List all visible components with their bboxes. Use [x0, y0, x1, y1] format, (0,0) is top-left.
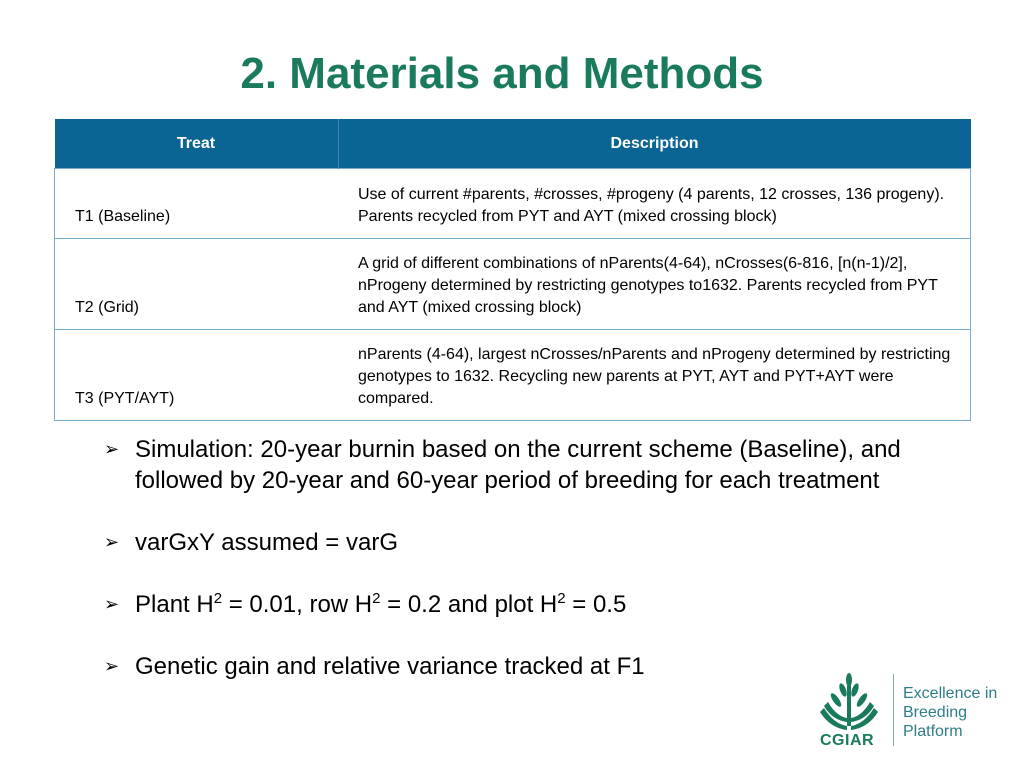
heritability-text-3: = 0.2 and plot H	[380, 591, 558, 618]
header-description: Description	[338, 119, 971, 169]
treatments-table	[54, 119, 971, 421]
table-row	[55, 239, 971, 330]
table-row	[55, 169, 971, 239]
superscript: 2	[372, 590, 381, 607]
description-cell: Use of current #parents, #crosses, #progeny (4 parents, 12 crosses, 136 progeny). Parents recycled from PYT and AYT (mixed crossing block)	[338, 169, 971, 239]
platform-name-line: Breeding	[903, 704, 968, 721]
logo-divider	[893, 674, 894, 746]
cgiar-ebp-logo	[814, 672, 1014, 762]
heritability-text-2: = 0.01, row H	[222, 591, 373, 618]
description-cell: nParents (4-64), largest nCrosses/nParents and nProgeny determined by restricting genotypes to 1632. Recycling new parents at PYT, AYT and PYT+AYT were compared.	[338, 330, 971, 421]
cgiar-wordmark: CGIAR	[820, 732, 875, 749]
superscript: 2	[557, 590, 566, 607]
bullet-item	[104, 589, 984, 620]
slide-title: 2. Materials and Methods	[240, 49, 764, 98]
platform-name-line: Excellence in	[903, 685, 998, 702]
header-treat: Treat	[55, 119, 339, 169]
bullet-text: varGxY assumed = varG	[135, 529, 398, 556]
arrow-bullet-icon: ➢	[104, 532, 120, 552]
bullet-text: Genetic gain and relative variance tracked at F1	[135, 653, 645, 680]
bullet-text: Simulation: 20-year burnin based on the current scheme (Baseline), and followed by 20-year and 60-year period of breeding for each treatment	[135, 436, 901, 494]
bullet-text	[135, 591, 626, 618]
table-row	[55, 330, 971, 421]
arrow-bullet-icon: ➢	[104, 594, 120, 614]
description-cell: A grid of different combinations of nParents(4-64), nCrosses(6-816, [n(n-1)/2], nProgeny determined by restricting genotypes to1632. Parents recycled from PYT and AYT (mixed crossing block)	[338, 239, 971, 330]
platform-name-line: Platform	[903, 723, 963, 740]
superscript: 2	[213, 590, 223, 607]
arrow-bullet-icon: ➢	[104, 439, 120, 459]
treat-cell: T3 (PYT/AYT)	[55, 330, 339, 421]
table-header-row	[55, 119, 971, 169]
treat-cell: T1 (Baseline)	[55, 169, 339, 239]
arrow-bullet-icon: ➢	[104, 656, 120, 676]
bullet-item	[104, 527, 984, 558]
heritability-text-1: Plant H	[135, 591, 214, 618]
treat-cell: T2 (Grid)	[55, 239, 339, 330]
bullet-item	[104, 434, 984, 496]
platform-name	[903, 684, 997, 741]
heritability-text-4: = 0.5	[565, 591, 627, 618]
